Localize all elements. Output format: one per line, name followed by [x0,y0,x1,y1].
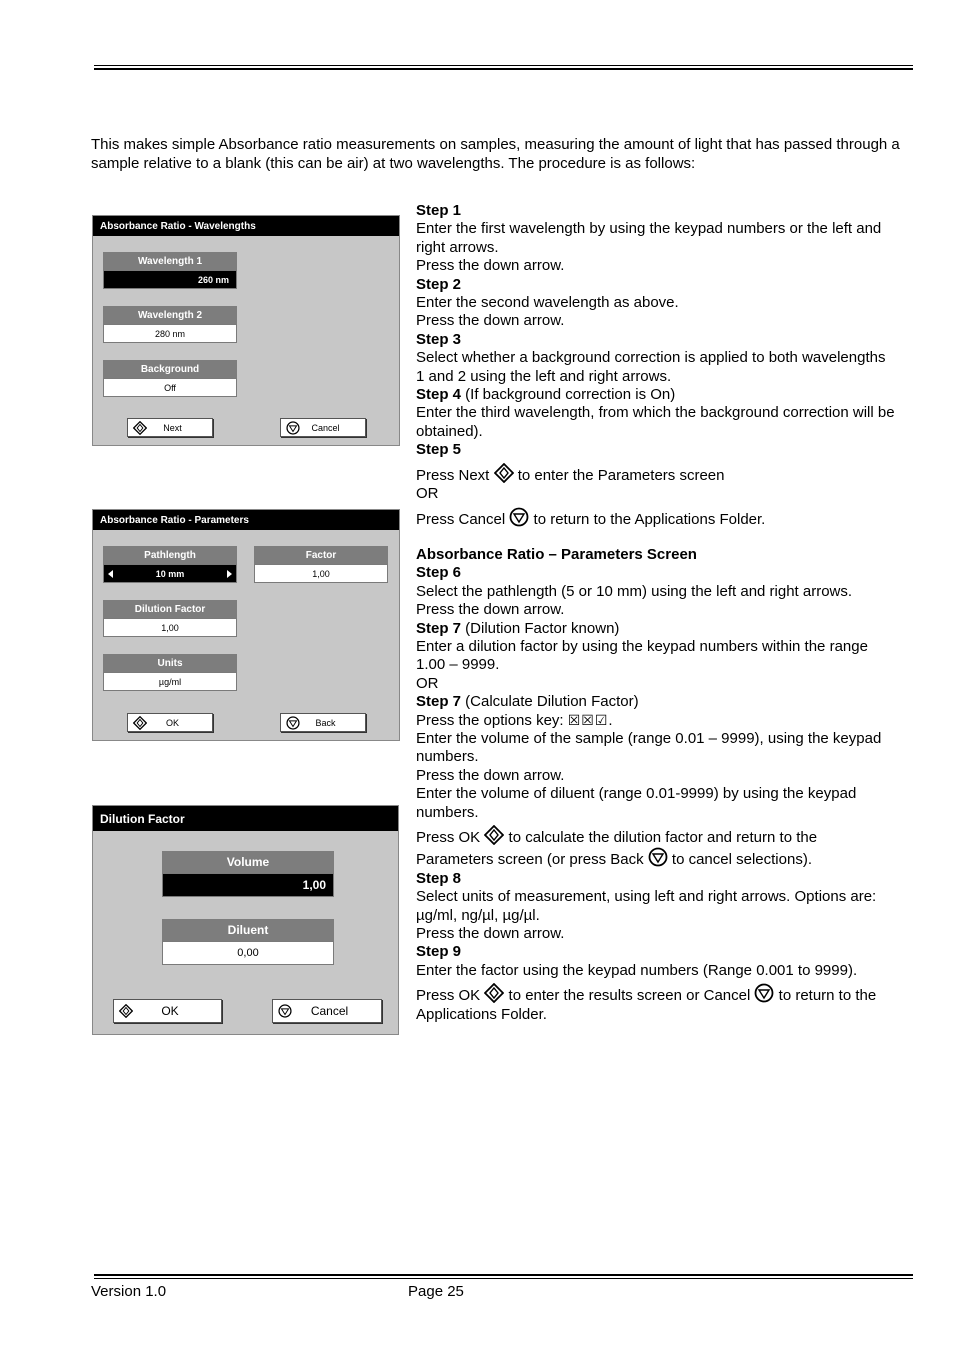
step-text: Enter the volume of the sample (range 0.01 – 9999), using the keypad numbers. [416,729,882,766]
back-stop-icon [648,847,668,865]
background-field[interactable] [103,360,237,397]
ok-diamond-icon [484,825,504,843]
step-heading: Step 7 [416,693,462,711]
next-button[interactable] [127,418,213,437]
step-note: (Dilution Factor known) [461,619,620,637]
screen-title: Absorbance Ratio - Wavelengths [93,216,399,236]
field-label: Volume [162,851,334,873]
field-label: Pathlength [103,546,237,564]
step-text: Press OK [416,829,485,846]
screen-title: Absorbance Ratio - Parameters [93,510,399,530]
button-label: Cancel [311,422,340,433]
step-text: to return to the Applications Folder. [416,987,877,1023]
right-arrow-icon[interactable] [227,570,232,578]
step-text: Enter the volume of diluent (range 0.01-9999) by using the keypad numbers. [416,785,857,821]
field-value[interactable]: 260 nm [103,270,237,289]
step-text: OR [416,485,439,503]
wavelength1-field[interactable] [103,252,237,289]
step-text: Press the down arrow. [416,257,565,275]
step-text: Enter a dilution factor by using the keypad numbers within the range 1.00 – 9999. [416,637,868,674]
step-text: to calculate the dilution factor and return to the Parameters screen (or press Back [416,829,818,869]
parameters-screen [92,509,400,741]
button-label: Back [315,717,336,728]
field-label: Diluent [162,919,334,941]
field-label: Background [103,360,237,378]
step-text: Enter the second wavelength as above. [416,294,679,312]
step-text: Enter the first wavelength by using the keypad numbers or the left and right arrows. [416,220,882,256]
step-text: Press Cancel [416,510,510,528]
step-text: Press the down arrow. [416,925,565,943]
section-heading: Absorbance Ratio – Parameters Screen [416,545,697,563]
pathlength-value: 10 mm [155,568,185,579]
field-value[interactable] [103,564,237,583]
dilution-factor-screen [92,805,399,1035]
footer-page-number: Page 25 [408,1283,464,1300]
dilution-factor-field[interactable] [103,600,237,637]
cancel-button[interactable] [280,418,366,437]
instructions: Step 1 Enter the first wavelength by using the keypad numbers or the left and right arrows. Press the down arrow. Step 2 Enter the second wavelength as above. Press the down arrow. Step 3 Select whether a background correction is applied to both wavelengths 1 and 2 using the left and right arrows. Step 4 (If background correction is On) Enter the third wavelength, from which the background correction will be obtained). Step 5 Press Next to enter the Parameters screen OR Press Cancel to return to the Applications Folder. Absorbance Ratio – Parameters Screen Step 6 Select the pathlength (5 or 10 mm) using the left and right arrows. Press the down arrow. Step 7 (Dilution Factor known) Enter a dilution factor by using the keypad numbers within the range 1.00 – 9999. OR Step 7 (Calculate Dilution Factor) Press the options key: ☒☒☑. Enter the volume of the sample (range 0.01 – 9999), using the keypad numbers. Press the down arrow. Enter the volume of diluent (range 0.01-9999) by using the keypad numbers. Press OK to calculate the dilution factor and return to the Parameters screen (or press Back to cancel selections). Step 8 Select units of measurement, using left and right arrows. Options are: µg/ml, ng/µl, µg/µl. Press the down arrow. Step 9 Enter the factor using the keypad numbers (Range 0.001 to 9999). Press OK to enter the results screen or Cancel to return to the Applications Folder. [416,202,895,1023]
pathlength-field[interactable] [103,546,237,583]
ok-diamond-icon [133,716,147,730]
step-text: Enter the factor using the keypad numbers (Range 0.001 to 9999). [416,961,858,979]
step-text: to enter the results screen or Cancel [504,987,755,1005]
ok-button[interactable] [127,713,213,732]
step-heading: Step 3 [416,330,462,348]
left-arrow-icon[interactable] [108,570,113,578]
field-label: Wavelength 2 [103,306,237,324]
step-heading: Step 4 [416,386,462,404]
next-diamond-icon [133,421,147,435]
button-label: Next [163,422,182,433]
button-label: OK [161,1004,179,1018]
step-heading: Step 1 [416,202,462,219]
footer-rule-thick [94,1274,913,1276]
cancel-button[interactable] [272,999,382,1023]
back-stop-icon [286,716,300,730]
field-label: Dilution Factor [103,600,237,618]
step-heading: Step 6 [416,564,462,582]
step-text: to return to the Applications Folder. [529,510,766,528]
step-text: Press the options key: [416,711,568,729]
field-label: Units [103,654,237,672]
field-value[interactable]: Off [103,378,237,397]
cancel-stop-icon [509,507,529,525]
footer-version: Version 1.0 [91,1283,167,1300]
button-label: Cancel [310,1004,349,1018]
screen-title: Dilution Factor [93,806,398,831]
header-rule-thick [94,68,913,70]
step-heading: Step 7 [416,619,462,637]
step-text: OR [416,674,439,692]
cancel-stop-icon [286,421,300,435]
field-label: Wavelength 1 [103,252,237,270]
header-rule-thin [94,65,913,66]
wavelengths-screen [92,215,400,446]
button-label: OK [165,717,179,728]
field-value[interactable]: 1,00 [254,564,388,583]
step-text: Press the down arrow. [416,312,565,330]
footer-rule-thin [94,1278,913,1279]
step-text: to enter the Parameters screen [513,466,725,484]
step-text: Press the down arrow. [416,766,565,784]
step-text: Select whether a background correction is applied to both wavelengths 1 and 2 using the left and right arrows. [416,349,886,385]
factor-field[interactable] [254,546,388,583]
cancel-stop-icon [754,983,774,1001]
step-heading: Step 9 [416,943,462,961]
step-text: Press OK [416,987,485,1005]
diluent-field[interactable] [162,919,334,965]
step-heading: Step 5 [416,441,462,459]
back-button[interactable] [280,713,366,732]
step-heading: Step 8 [416,869,462,887]
ok-button[interactable] [113,999,222,1023]
step-note: (Calculate Dilution Factor) [461,693,639,711]
volume-field[interactable] [162,851,334,897]
units-field[interactable] [103,654,237,691]
intro-paragraph: This makes simple Absorbance ratio measurements on samples, measuring the amount of light that has passed through a sample relative to a blank (this can be air) at two wavelengths. The procedure is as follows: [91,136,900,172]
ok-diamond-icon [119,1004,133,1018]
wavelength2-field[interactable] [103,306,237,343]
field-value[interactable]: 0,00 [162,941,334,965]
step-text: Select the pathlength (5 or 10 mm) using the left and right arrows. [416,582,853,600]
ok-diamond-icon [484,983,504,1001]
step-text: Press Next [416,466,494,484]
options-key-icon: ☒☒☑ [567,712,609,729]
field-value[interactable]: 1,00 [103,618,237,637]
next-diamond-icon [494,463,514,481]
step-text: Press the down arrow. [416,601,565,619]
step-text: to cancel selections). [667,851,812,869]
step-text: Enter the third wavelength, from which the background correction will be obtained). [416,404,895,440]
cancel-stop-icon [278,1004,292,1018]
step-note: (If background correction is On) [461,386,676,404]
field-value[interactable]: 280 nm [103,324,237,343]
field-value[interactable]: µg/ml [103,672,237,691]
step-heading: Step 2 [416,275,462,293]
field-value[interactable]: 1,00 [162,873,334,897]
step-text: Select units of measurement, using left and right arrows. Options are: µg/ml, ng/µl, µg/µl. [416,888,877,924]
field-label: Factor [254,546,388,564]
